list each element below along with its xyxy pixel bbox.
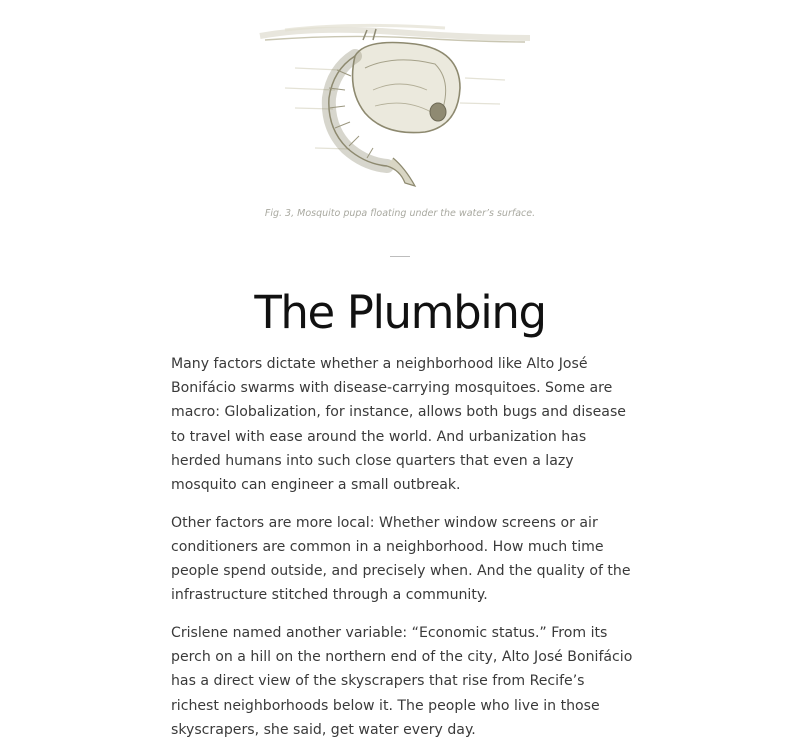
section-heading: The Plumbing bbox=[254, 286, 546, 339]
mosquito-pupa-illustration bbox=[255, 8, 535, 193]
paragraph: Other factors are more local: Whether window screens or air conditioners are common in a neighborhood. How much time people spend outside, and precisely when. And the quality of the infrastructure stitched through a community. bbox=[171, 514, 631, 604]
figure-caption: Fig. 3, Mosquito pupa floating under the water’s surface. bbox=[264, 208, 536, 219]
paragraph: Many factors dictate whether a neighborhood like Alto José Bonifácio swarms with disease-carrying mosquitoes. Some are macro: Globalization, for instance, allows both bugs and disease to travel with ease around the world. And urbanization has herded humans into such close quarters that even a lazy mosquito can engineer a small outbreak. bbox=[171, 356, 626, 494]
section-divider bbox=[390, 256, 410, 257]
figure bbox=[0, 0, 800, 235]
article-body bbox=[171, 352, 633, 756]
paragraph: Crislene named another variable: “Economic status.” From its perch on a hill on the northern end of the city, Alto José Bonifácio has a direct view of the skyscrapers that rise from Recife’s richest neighborhoods below it. The people who live in those skyscrapers, she said, get water every day. bbox=[171, 625, 633, 738]
